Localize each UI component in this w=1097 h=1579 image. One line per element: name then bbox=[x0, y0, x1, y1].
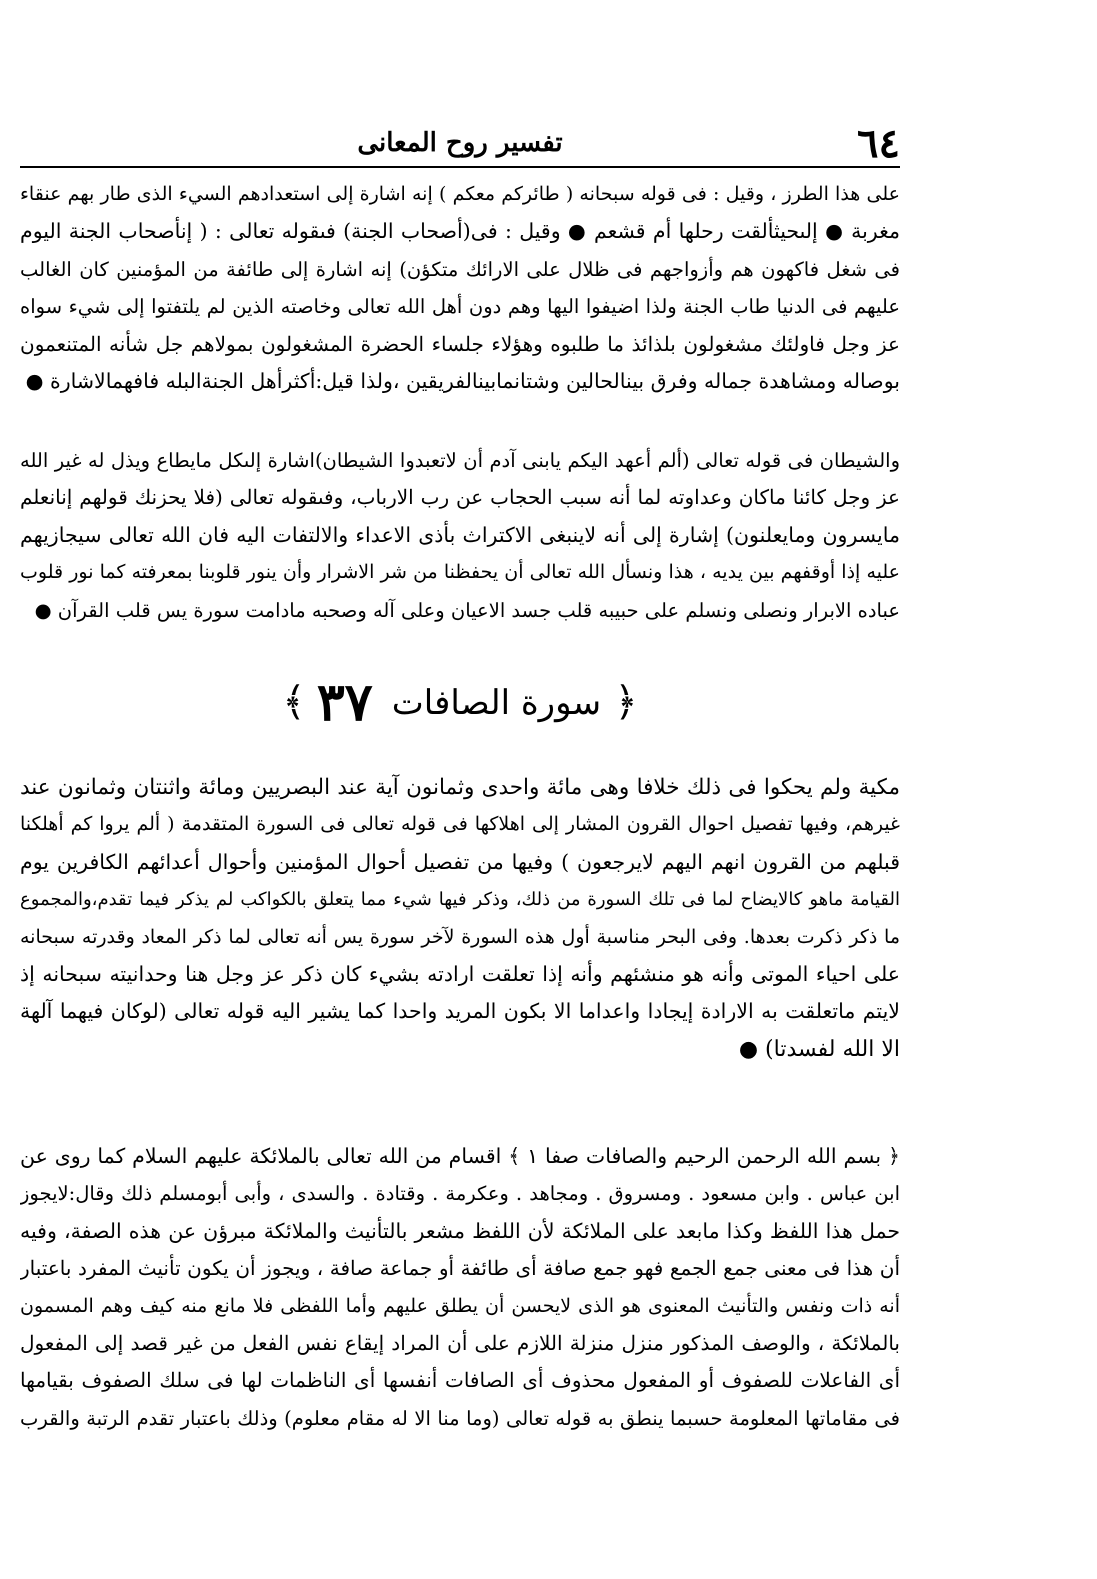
text-line: مايسرون ومايعلنون) إشارة إلى أنه لاينبغى الاكتراث بأذى الاعداء والالتفات اليه فان الله تعالى سيجازيهم bbox=[20, 522, 900, 547]
paragraph-closing-yasin bbox=[20, 442, 900, 629]
text-line: عباده الابرار ونصلى ونسلم على حبيبه قلب جسد الاعيان وعلى آله وصحبه مادامت سورة يس قلب القرآن ● bbox=[34, 598, 900, 622]
text-line: بوصاله ومشاهدة جماله وفرق بينالحالين وشتانمابينالفريقين ،ولذا قيل:أكثرأهل الجنةالبله فافهمالاشارة ● bbox=[25, 369, 900, 394]
text-line: ما ذكر ذكرت بعدها. وفى البحر مناسبة أول هذه السورة لآخر سورة يس أنه تعالى لما ذكر المعاد وقدرته سبحانه bbox=[20, 925, 900, 948]
text-line: عليه إذا أوقفهم بين يديه ، هذا ونسأل الله تعالى أن يحفظنا من شر الاشرار وأن ينور قلوبنا بمعرفته كما نور قلوب bbox=[20, 561, 900, 584]
page-number: ٦٤ bbox=[857, 120, 900, 167]
header-rule bbox=[20, 166, 900, 168]
paragraph-verse-commentary bbox=[20, 1138, 900, 1437]
text-line: مكية ولم يحكوا فى ذلك خلافا وهى مائة واحدى وثمانون آية عند البصريين ومائة واثنتان وثمانون عند bbox=[20, 775, 900, 800]
text-line: عليهم فى الدنيا طاب الجنة ولذا اضيفوا اليها وهم دون أهل الله تعالى وخاصته الذين لم يلتفتوا إلى شيء سواه bbox=[20, 295, 900, 319]
text-line: فى مقاماتها المعلومة حسبما ينطق به قوله تعالى (وما منا الا له مقام معلوم) وذلك باعتبار تقدم الرتبة والقرب bbox=[20, 1406, 900, 1430]
surah-number: ٣٧ bbox=[316, 672, 373, 733]
text-line: الا الله لفسدتا) ● bbox=[738, 1036, 900, 1062]
text-line: ﴿ بسم الله الرحمن الرحيم والصافات صفا ١ ﴾ اقسام من الله تعالى بالملائكة عليهم السلام كما روى عن bbox=[20, 1144, 900, 1168]
text-line: أى الفاعلات للصفوف أو المفعول محذوف أى الصافات أنفسها أى الناظمات لها فى سلك الصفوف بقيامها bbox=[20, 1368, 900, 1393]
text-line: على احياء الموتى وأنه هو منشئهم وأنه إذا تعلقت ارادته بشيء كان ذكر عز وجل هنا وحدانيته سبحانه إذ bbox=[20, 962, 900, 987]
text-line: أن هذا فى معنى جمع الجمع فهو جمع صافة أى طائفة أو جماعة صافة ، ويجوز أن يكون تأنيث المفرد باعتبار bbox=[20, 1256, 900, 1281]
text-line: عز وجل كائنا ماكان وعداوته لما أنه سبب الحجاب عن رب الارباب، وفىقوله تعالى (فلا يحزنك قولهم إنانعلم bbox=[20, 485, 900, 510]
running-head bbox=[20, 120, 900, 167]
surah-name: سورة الصافات bbox=[391, 682, 602, 723]
text-line: مغربة ● إلىحيثألقت رحلها أم قشعم ● وقيل : فى(أصحاب الجنة) فىقوله تعالى : ( إنأصحاب الجنة اليوم bbox=[20, 219, 900, 244]
text-line: والشيطان فى قوله تعالى (ألم أعهد اليكم يابنى آدم أن لاتعبدوا الشيطان)اشارة إلىكل مايطاع ويذل له غير الله bbox=[20, 449, 900, 472]
surah-heading-frame bbox=[264, 672, 655, 733]
paragraph-surah-introduction bbox=[20, 769, 900, 1068]
text-line: غيرهم، وفيها تفصيل احوال القرون المشار إلى اهلاكها فى قوله تعالى فى السورة المتقدمة ( ألم يروا كم أهلكنا bbox=[20, 813, 900, 836]
book-title: تفسير روح المعانى bbox=[357, 128, 563, 158]
text-line: فى شغل فاكهون هم وأزواجهم فى ظلال على الارائك متكؤن) إنه اشارة إلى طائفة من المؤمنين كان الغالب bbox=[20, 257, 900, 281]
text-line: أنه ذات ونفس والتأنيث المعنوى هو الذى لايحسن أن يطلق عليهم وأما اللفظى فلا مانع منه كيف وهم المسمون bbox=[20, 1294, 900, 1317]
text-line: قبلهم من القرون انهم اليهم لايرجعون ) وفيها من تفصيل أحوال المؤمنين وأحوال أعدائهم الكافرين يوم bbox=[20, 849, 900, 874]
text-line: ابن عباس . وابن مسعود . ومسروق . ومجاهد . وعكرمة . وقتادة . والسدى ، وأبى أبومسلم ذلك وقال:لايجوز bbox=[20, 1182, 900, 1206]
text-line: حمل هذا اللفظ وكذا مابعد على الملائكة لأن اللفظ مشعر بالتأنيث والملائكة مبرؤن عن هذه الصفة، وفيه bbox=[20, 1218, 900, 1243]
text-line: لايتم ماتعلقت به الارادة إيجادا واعداما الا بكون المريد واحدا كما يشير اليه قوله تعالى (لوكان فيهما آلهة bbox=[20, 999, 900, 1024]
ornamental-bracket-open: ﴿ bbox=[614, 679, 638, 726]
paragraph-allusions-yasin bbox=[20, 176, 900, 400]
text-line: عز وجل فاولئك مشغولون بلذائذ ما طلبوه وهؤلاء جلساء الحضرة المشغولون بمولاهم جل شأنه المتنعمون bbox=[20, 331, 900, 356]
text-line: بالملائكة ، والوصف المذكور منزل منزلة اللازم على أن المراد إيقاع نفس الفعل من غير قصد إلى المفعول bbox=[20, 1331, 900, 1356]
ornamental-bracket-close: ﴾ bbox=[282, 679, 306, 726]
text-line: القيامة ماهو كالايضاح لما فى تلك السورة من ذلك، وذكر فيها شيء مما يتعلق بالكواكب لم يذكر فيما تقدم،والمجموع bbox=[20, 889, 900, 911]
surah-heading bbox=[20, 672, 900, 742]
text-line: على هذا الطرز ، وقيل : فى قوله سبحانه ( طائركم معكم ) إنه اشارة إلى استعدادهم السيء الذى طار بهم عنقاء bbox=[20, 183, 900, 205]
